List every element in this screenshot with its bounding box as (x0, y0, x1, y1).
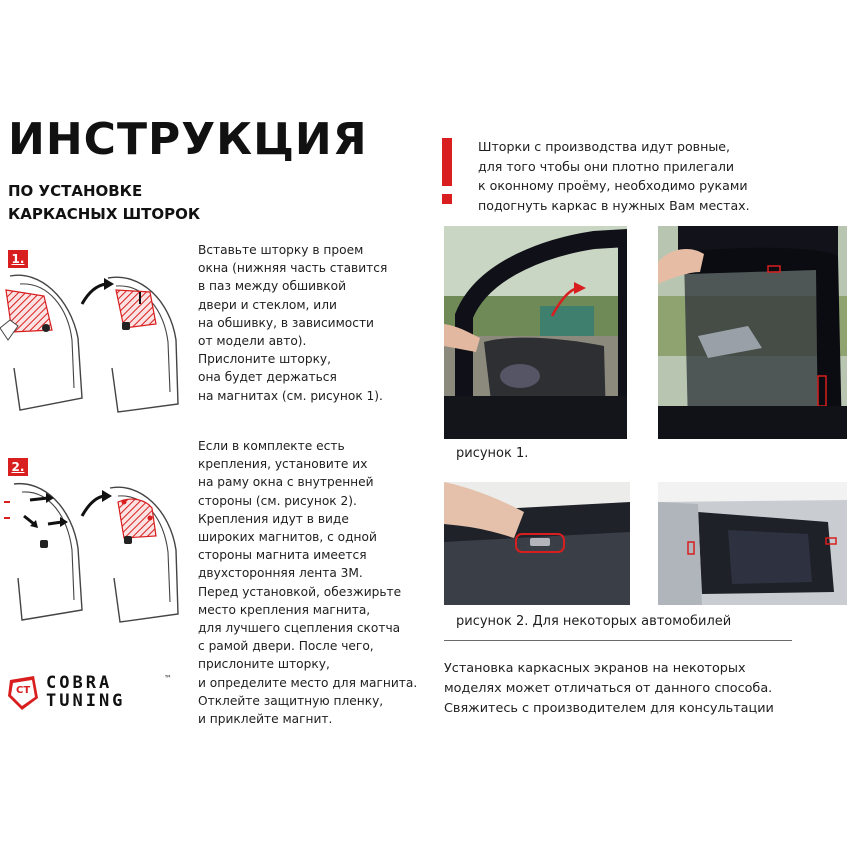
step-2-diagram (0, 478, 190, 628)
logo (6, 674, 176, 714)
step-1-text: Вставьте шторку в проем окна (нижняя часть ставится в паз между обшивкой двери и стеклом, или на обшивку, в зависимости от модели авто). Прислоните шторку, она будет держаться на магнитах (см. рисунок 1). (198, 243, 388, 403)
footer-divider (444, 640, 792, 641)
step-2-text: Если в комплекте есть крепления, установите их на раму окна с внутренней стороны (см. рисунок 2). Крепления идут в виде широких магнитов, с одной стороны магнита имеется двухсторонняя лента 3М. Перед установкой, обезжирьте место крепления магнита, для лучшего сцепления скотча с рамой двери. После чего, прислоните шторку, и определите место для магнита. Отклейте защитную пленку, и приклейте магнит. (198, 439, 418, 727)
logo-line-1: COBRA (46, 673, 113, 693)
shade-hatch-right (116, 290, 156, 328)
step-2-number: 2. (8, 458, 28, 476)
photo-shade-install-1 (444, 226, 627, 439)
photo-car-side (658, 482, 847, 605)
page-subtitle: ПО УСТАНОВКЕ КАРКАСНЫХ ШТОРОК (8, 182, 201, 223)
step-1-diagram (0, 268, 190, 418)
page-title: ИНСТРУКЦИЯ (8, 114, 368, 165)
logo-line-2: TUNING (46, 691, 126, 711)
step-1-number: 1. (8, 250, 28, 268)
footer-note: Установка каркасных экранов на некоторых моделях может отличаться от данного способа. Свяжитесь с производителем для консультации (444, 661, 774, 716)
figure-2-caption: рисунок 2. Для некоторых автомобилей (456, 614, 732, 629)
figure-1-caption: рисунок 1. (456, 446, 529, 461)
logo-badge-text: CT (16, 685, 31, 696)
exclamation-icon (442, 138, 452, 208)
photo-magnet-closeup (444, 482, 630, 605)
photo-shade-install-2 (658, 226, 847, 439)
logo-trademark: ™ (164, 674, 172, 683)
note-text: Шторки с производства идут ровные, для того чтобы они плотно прилегали к оконному проёму, необходимо руками подогнуть каркас в нужных Вам местах. (478, 139, 750, 213)
